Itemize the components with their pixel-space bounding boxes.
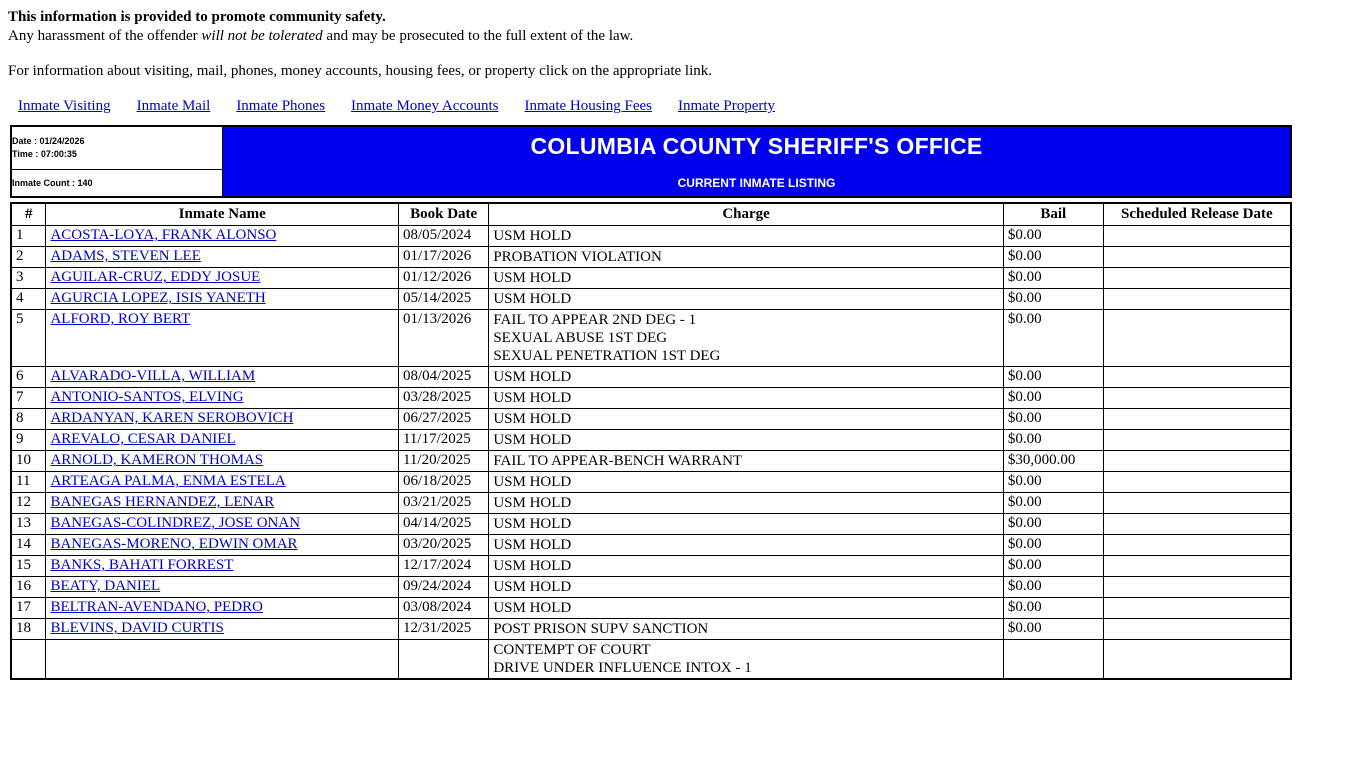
cell-charge (489, 598, 1004, 619)
cell-inmate-name (46, 247, 399, 268)
charge-line: FAIL TO APPEAR 2ND DEG - 1 (493, 312, 697, 329)
cell-bail: $0.00 (1003, 535, 1103, 556)
cell-inmate-name (46, 268, 399, 289)
cell-number: 2 (11, 247, 46, 268)
cell-inmate-name (46, 310, 399, 367)
inmate-name-link[interactable]: ACOSTA-LOYA, FRANK ALONSO (50, 227, 277, 244)
spacer (8, 46, 1358, 62)
cell-inmate-name (46, 535, 399, 556)
cell-number: 11 (11, 472, 46, 493)
table-row (11, 310, 1291, 367)
cell-inmate-name (46, 409, 399, 430)
cell-inmate-name (46, 598, 399, 619)
cell-charge (489, 226, 1004, 247)
charge-line: USM HOLD (493, 600, 572, 617)
inmate-name-link[interactable]: BEATY, DANIEL (50, 578, 161, 595)
cell-inmate-name (46, 556, 399, 577)
charge-line: PROBATION VIOLATION (493, 249, 662, 266)
cell-scheduled-release-date (1103, 409, 1291, 430)
inmate-name-link[interactable]: ARNOLD, KAMERON THOMAS (50, 452, 264, 469)
table-row (11, 247, 1291, 268)
link-inmate-property[interactable]: Inmate Property (678, 98, 776, 115)
cell-book-date: 08/04/2025 (398, 367, 488, 388)
cell-scheduled-release-date (1103, 247, 1291, 268)
cell-inmate-name (46, 577, 399, 598)
link-inmate-money-accounts[interactable]: Inmate Money Accounts (351, 98, 499, 115)
link-inmate-phones[interactable]: Inmate Phones (236, 98, 326, 115)
inmate-name-link[interactable]: BANKS, BAHATI FORREST (50, 557, 234, 574)
table-header-row (11, 203, 1291, 226)
cell-number: 8 (11, 409, 46, 430)
table-row (11, 409, 1291, 430)
charge-line: USM HOLD (493, 474, 572, 491)
community-safety-notice: This information is provided to promote community safety. (8, 9, 386, 25)
harassment-notice-suffix: and may be prosecuted to the full extent of the law. (322, 27, 634, 44)
harassment-notice-prefix: Any harassment of the offender (8, 27, 202, 44)
harassment-notice (8, 27, 1358, 46)
table-row (11, 619, 1291, 640)
table-row (11, 268, 1291, 289)
link-inmate-mail[interactable]: Inmate Mail (136, 98, 211, 115)
cell-scheduled-release-date (1103, 451, 1291, 472)
cell-book-date: 12/17/2024 (398, 556, 488, 577)
cell-book-date: 01/13/2026 (398, 310, 488, 367)
link-inmate-visiting[interactable]: Inmate Visiting (18, 98, 111, 115)
cell-number: 9 (11, 430, 46, 451)
column-header-number: # (11, 203, 46, 226)
table-row (11, 472, 1291, 493)
cell-number: 1 (11, 226, 46, 247)
cell-bail: $30,000.00 (1003, 451, 1103, 472)
table-row (11, 535, 1291, 556)
inmate-name-link[interactable]: ANTONIO-SANTOS, ELVING (50, 389, 244, 406)
cell-inmate-name (46, 451, 399, 472)
cell-book-date (398, 640, 488, 680)
cell-inmate-name (46, 619, 399, 640)
table-row (11, 367, 1291, 388)
cell-charge (489, 556, 1004, 577)
cell-inmate-name (46, 472, 399, 493)
table-row (11, 556, 1291, 577)
table-row (11, 430, 1291, 451)
column-header-charge: Charge (489, 203, 1004, 226)
inmate-listing-table (10, 202, 1292, 680)
cell-bail: $0.00 (1003, 577, 1103, 598)
inmate-name-link[interactable]: AGUILAR-CRUZ, EDDY JOSUE (50, 269, 261, 286)
charge-line: USM HOLD (493, 558, 572, 575)
cell-number: 13 (11, 514, 46, 535)
cell-book-date: 05/14/2025 (398, 289, 488, 310)
cell-book-date: 03/21/2025 (398, 493, 488, 514)
cell-charge (489, 289, 1004, 310)
cell-bail: $0.00 (1003, 472, 1103, 493)
cell-number: 15 (11, 556, 46, 577)
cell-book-date: 09/24/2024 (398, 577, 488, 598)
cell-book-date: 12/31/2025 (398, 619, 488, 640)
table-row (11, 226, 1291, 247)
charge-line: SEXUAL ABUSE 1ST DEG (493, 330, 668, 347)
cell-scheduled-release-date (1103, 289, 1291, 310)
cell-charge (489, 247, 1004, 268)
cell-charge (489, 514, 1004, 535)
inmate-name-link[interactable]: ADAMS, STEVEN LEE (50, 248, 201, 265)
cell-book-date: 01/17/2026 (398, 247, 488, 268)
agency-banner (223, 126, 1292, 197)
charge-line: USM HOLD (493, 390, 572, 407)
cell-inmate-name (46, 493, 399, 514)
cell-inmate-name (46, 388, 399, 409)
cell-charge (489, 640, 1004, 680)
inmate-name-link[interactable]: BELTRAN-AVENDANO, PEDRO (50, 599, 263, 616)
cell-charge (489, 451, 1004, 472)
cell-charge (489, 577, 1004, 598)
cell-scheduled-release-date (1103, 268, 1291, 289)
cell-bail: $0.00 (1003, 367, 1103, 388)
cell-number: 3 (11, 268, 46, 289)
cell-bail (1003, 640, 1103, 680)
report-date: Date : 01/24/2026 (12, 135, 85, 146)
cell-bail: $0.00 (1003, 409, 1103, 430)
cell-number: 5 (11, 310, 46, 367)
cell-inmate-name (46, 514, 399, 535)
column-header-inmate-name: Inmate Name (46, 203, 399, 226)
cell-bail: $0.00 (1003, 226, 1103, 247)
charge-line: USM HOLD (493, 432, 572, 449)
cell-charge (489, 493, 1004, 514)
cell-bail: $0.00 (1003, 598, 1103, 619)
table-row (11, 598, 1291, 619)
cell-charge (489, 367, 1004, 388)
charge-line: SEXUAL PENETRATION 1ST DEG (493, 348, 721, 365)
charge-line: DRIVE UNDER INFLUENCE INTOX - 1 (493, 660, 752, 677)
inmate-name-link[interactable]: ALVARADO-VILLA, WILLIAM (50, 368, 256, 385)
inmate-name-link[interactable]: ALFORD, ROY BERT (50, 311, 191, 328)
cell-number: 14 (11, 535, 46, 556)
cell-inmate-name (46, 430, 399, 451)
charge-line: CONTEMPT OF COURT (493, 642, 651, 659)
table-row (11, 493, 1291, 514)
cell-number: 10 (11, 451, 46, 472)
charge-line: USM HOLD (493, 495, 572, 512)
inmate-info-links (8, 98, 1358, 115)
info-notice: For information about visiting, mail, phones, money accounts, housing fees, or property click on the appropriate link. (8, 62, 713, 79)
cell-number: 6 (11, 367, 46, 388)
cell-charge (489, 388, 1004, 409)
table-row (11, 451, 1291, 472)
table-body (11, 226, 1291, 680)
charge-line: USM HOLD (493, 411, 572, 428)
cell-bail: $0.00 (1003, 514, 1103, 535)
cell-charge (489, 268, 1004, 289)
charge-line: POST PRISON SUPV SANCTION (493, 621, 709, 638)
inmate-name-link[interactable]: BANEGAS-COLINDREZ, JOSE ONAN (50, 515, 301, 532)
cell-bail: $0.00 (1003, 289, 1103, 310)
cell-bail: $0.00 (1003, 247, 1103, 268)
charge-line: USM HOLD (493, 270, 572, 287)
cell-charge (489, 310, 1004, 367)
charge-line: USM HOLD (493, 228, 572, 245)
cell-scheduled-release-date (1103, 640, 1291, 680)
link-inmate-housing-fees[interactable]: Inmate Housing Fees (524, 98, 652, 115)
charge-line: USM HOLD (493, 579, 572, 596)
table-row (11, 640, 1291, 680)
cell-book-date: 03/20/2025 (398, 535, 488, 556)
cell-scheduled-release-date (1103, 556, 1291, 577)
cell-number: 18 (11, 619, 46, 640)
cell-charge (489, 472, 1004, 493)
table-row (11, 289, 1291, 310)
cell-book-date: 11/20/2025 (398, 451, 488, 472)
cell-charge (489, 409, 1004, 430)
cell-inmate-name (46, 367, 399, 388)
cell-number: 4 (11, 289, 46, 310)
cell-charge (489, 430, 1004, 451)
cell-scheduled-release-date (1103, 388, 1291, 409)
charge-line: USM HOLD (493, 516, 572, 533)
cell-scheduled-release-date (1103, 619, 1291, 640)
cell-book-date: 03/08/2024 (398, 598, 488, 619)
cell-inmate-name (46, 289, 399, 310)
inmate-name-link[interactable]: ARDANYAN, KAREN SEROBOVICH (50, 410, 294, 427)
cell-number: 12 (11, 493, 46, 514)
inmate-name-link[interactable]: AREVALO, CESAR DANIEL (50, 431, 236, 448)
cell-book-date: 08/05/2024 (398, 226, 488, 247)
charge-line: USM HOLD (493, 291, 572, 308)
cell-book-date: 11/17/2025 (398, 430, 488, 451)
cell-book-date: 06/27/2025 (398, 409, 488, 430)
cell-book-date: 03/28/2025 (398, 388, 488, 409)
cell-scheduled-release-date (1103, 535, 1291, 556)
cell-number: 17 (11, 598, 46, 619)
cell-scheduled-release-date (1103, 472, 1291, 493)
cell-number: 16 (11, 577, 46, 598)
cell-scheduled-release-date (1103, 226, 1291, 247)
report-time: Time : 07:00:35 (12, 149, 77, 160)
cell-bail: $0.00 (1003, 493, 1103, 514)
cell-bail: $0.00 (1003, 619, 1103, 640)
charge-line: USM HOLD (493, 537, 572, 554)
column-header-bail: Bail (1003, 203, 1103, 226)
cell-scheduled-release-date (1103, 577, 1291, 598)
cell-number: 7 (11, 388, 46, 409)
cell-bail: $0.00 (1003, 310, 1103, 367)
table-row (11, 514, 1291, 535)
inmate-name-link[interactable]: BLEVINS, DAVID CURTIS (50, 620, 224, 637)
table-row (11, 388, 1291, 409)
harassment-notice-emphasis: will not be tolerated (201, 27, 323, 44)
cell-scheduled-release-date (1103, 493, 1291, 514)
cell-scheduled-release-date (1103, 598, 1291, 619)
inmate-name-link[interactable]: AGURCIA LOPEZ, ISIS YANETH (50, 290, 266, 307)
inmate-name-link[interactable]: BANEGAS-MORENO, EDWIN OMAR (50, 536, 298, 553)
cell-scheduled-release-date (1103, 367, 1291, 388)
cell-bail: $0.00 (1003, 388, 1103, 409)
cell-inmate-name (46, 226, 399, 247)
column-header-scheduled-release-date: Scheduled Release Date (1103, 203, 1291, 226)
charge-line: FAIL TO APPEAR-BENCH WARRANT (493, 453, 743, 470)
report-header (10, 125, 1292, 198)
cell-book-date: 04/14/2025 (398, 514, 488, 535)
inmate-count: Inmate Count : 140 (11, 170, 223, 198)
cell-book-date: 06/18/2025 (398, 472, 488, 493)
agency-title: COLUMBIA COUNTY SHERIFF'S OFFICE (530, 133, 983, 160)
column-header-book-date: Book Date (398, 203, 488, 226)
table-row (11, 577, 1291, 598)
cell-number (11, 640, 46, 680)
cell-bail: $0.00 (1003, 556, 1103, 577)
cell-charge (489, 535, 1004, 556)
report-datetime (11, 126, 223, 170)
inmate-name-link[interactable]: BANEGAS HERNANDEZ, LENAR (50, 494, 275, 511)
cell-charge (489, 619, 1004, 640)
listing-subtitle: CURRENT INMATE LISTING (677, 176, 836, 191)
cell-scheduled-release-date (1103, 310, 1291, 367)
charge-line: USM HOLD (493, 369, 572, 386)
cell-bail: $0.00 (1003, 430, 1103, 451)
cell-inmate-name (46, 640, 399, 680)
cell-scheduled-release-date (1103, 430, 1291, 451)
inmate-name-link[interactable]: ARTEAGA PALMA, ENMA ESTELA (50, 473, 286, 490)
cell-book-date: 01/12/2026 (398, 268, 488, 289)
cell-bail: $0.00 (1003, 268, 1103, 289)
cell-scheduled-release-date (1103, 514, 1291, 535)
